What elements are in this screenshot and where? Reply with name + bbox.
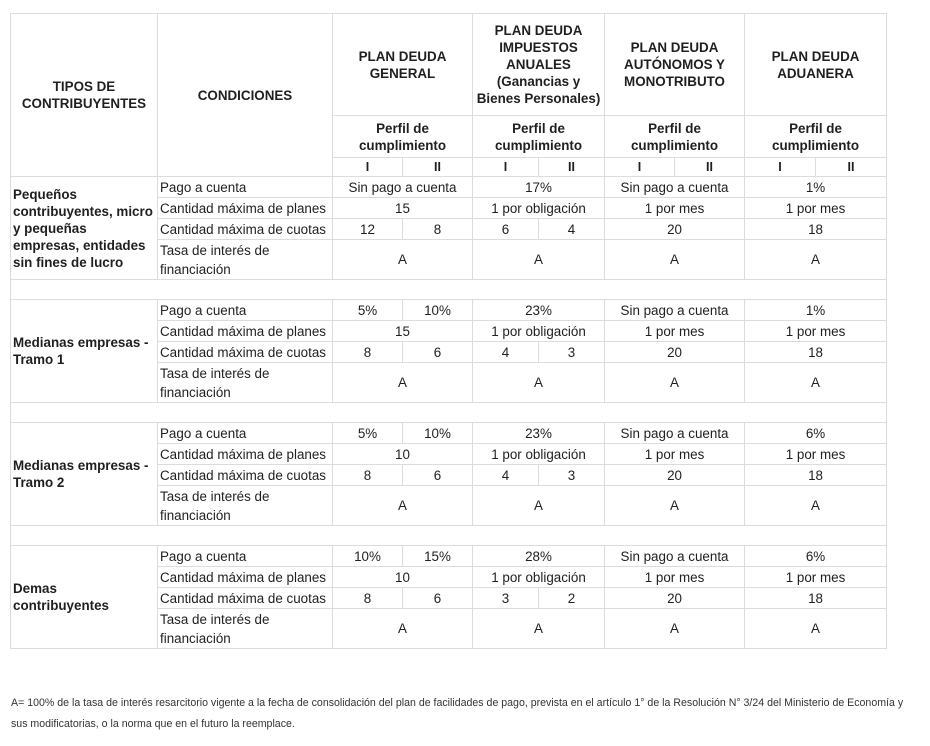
footnote: A= 100% de la tasa de interés resarcitorio vigente a la fecha de consolidación del plan de facilidades de pago, prevista en el artículo 1° de la Resolución N° 3/24 del Ministerio de Economía y sus modificatorias, o la norma que en el futuro la reemplace. — [11, 697, 904, 730]
plan-anuales-value: A — [473, 609, 605, 649]
condition-label: Cantidad máxima de cuotas — [158, 465, 333, 486]
plan-anuales-value: 1 por obligación — [473, 321, 605, 342]
plan-autonomos-value: 1 por mes — [605, 567, 745, 588]
condition-label: Pago a cuenta — [158, 300, 333, 321]
plan-general-value: A — [333, 609, 473, 649]
plan-aduanera-value: A — [745, 240, 887, 280]
plan-general-value: 15 — [333, 198, 473, 219]
plan-general-value: 6 — [403, 342, 473, 363]
condition-label: Tasa de interés de financiación — [158, 486, 333, 526]
plan-aduanera-value: 18 — [745, 588, 887, 609]
plan-general-value: 8 — [333, 588, 403, 609]
plan-anuales-value: 1 por obligación — [473, 567, 605, 588]
payment-plans-table — [10, 13, 887, 649]
plan-autonomos-value: Sin pago a cuenta — [605, 546, 745, 567]
header-perfil-autonomos: Perfil de cumplimiento — [605, 116, 745, 158]
condition-label: Cantidad máxima de planes — [158, 567, 333, 588]
header-plan-general: PLAN DEUDA GENERAL — [333, 14, 473, 116]
plan-autonomos-value: Sin pago a cuenta — [605, 177, 745, 198]
plan-general-value: 6 — [403, 465, 473, 486]
header-plan-autonomos: PLAN DEUDA AUTÓNOMOS Y MONOTRIBUTO — [605, 14, 745, 116]
level-label: I — [745, 158, 816, 177]
plan-general-value: 5% — [333, 300, 403, 321]
plan-autonomos-value: 20 — [605, 219, 745, 240]
plan-anuales-value: 23% — [473, 423, 605, 444]
plan-autonomos-value: A — [605, 609, 745, 649]
level-label: II — [403, 158, 473, 177]
plan-aduanera-value: 1 por mes — [745, 198, 887, 219]
plan-general-value: A — [333, 486, 473, 526]
table-row — [11, 177, 887, 198]
taxpayer-type: Pequeños contribuyentes, micro y pequeñas empresas, entidades sin fines de lucro — [11, 177, 158, 280]
plan-autonomos-value: Sin pago a cuenta — [605, 300, 745, 321]
level-label: II — [539, 158, 605, 177]
plan-anuales-value: 28% — [473, 546, 605, 567]
taxpayer-type: Medianas empresas - Tramo 2 — [11, 423, 158, 526]
header-tipos: TIPOS DE CONTRIBUYENTES — [11, 14, 158, 177]
plan-general-value: A — [333, 240, 473, 280]
condition-label: Cantidad máxima de cuotas — [158, 219, 333, 240]
condition-label: Tasa de interés de financiación — [158, 609, 333, 649]
plan-anuales-value: A — [473, 363, 605, 403]
plan-general-value: A — [333, 363, 473, 403]
plan-autonomos-value: A — [605, 240, 745, 280]
plan-anuales-value: A — [473, 486, 605, 526]
plan-anuales-value: 4 — [473, 465, 539, 486]
plan-aduanera-value: 6% — [745, 546, 887, 567]
plan-anuales-value: A — [473, 240, 605, 280]
table-header — [11, 14, 887, 177]
plan-aduanera-value: A — [745, 609, 887, 649]
plan-autonomos-value: 20 — [605, 342, 745, 363]
plan-autonomos-value: 1 por mes — [605, 198, 745, 219]
plan-general-value: Sin pago a cuenta — [333, 177, 473, 198]
condition-label: Cantidad máxima de planes — [158, 198, 333, 219]
plan-aduanera-value: 1 por mes — [745, 444, 887, 465]
plan-anuales-value: 6 — [473, 219, 539, 240]
plan-autonomos-value: 20 — [605, 588, 745, 609]
plan-anuales-value: 17% — [473, 177, 605, 198]
plan-aduanera-value: 1 por mes — [745, 321, 887, 342]
plan-general-value: 15% — [403, 546, 473, 567]
plan-anuales-value: 3 — [473, 588, 539, 609]
plan-anuales-value: 23% — [473, 300, 605, 321]
header-plan-anuales: PLAN DEUDA IMPUESTOS ANUALES (Ganancias y Bienes Personales) — [473, 14, 605, 116]
plan-anuales-value: 4 — [539, 219, 605, 240]
table-row — [11, 423, 887, 444]
plan-anuales-value: 2 — [539, 588, 605, 609]
table-row — [11, 546, 887, 567]
plan-general-value: 10% — [403, 423, 473, 444]
condition-label: Cantidad máxima de planes — [158, 321, 333, 342]
level-label: I — [333, 158, 403, 177]
plan-general-value: 10 — [333, 567, 473, 588]
plan-general-value: 8 — [403, 219, 473, 240]
table-row — [11, 300, 887, 321]
plan-general-value: 15 — [333, 321, 473, 342]
taxpayer-type: Medianas empresas - Tramo 1 — [11, 300, 158, 403]
plan-general-value: 10 — [333, 444, 473, 465]
group-spacer — [11, 403, 887, 423]
header-perfil-aduanera: Perfil de cumplimiento — [745, 116, 887, 158]
condition-label: Tasa de interés de financiación — [158, 363, 333, 403]
plan-general-value: 10% — [333, 546, 403, 567]
plan-aduanera-value: 6% — [745, 423, 887, 444]
plan-aduanera-value: A — [745, 363, 887, 403]
condition-label: Cantidad máxima de cuotas — [158, 588, 333, 609]
plan-autonomos-value: 20 — [605, 465, 745, 486]
plan-aduanera-value: A — [745, 486, 887, 526]
taxpayer-type: Demas contribuyentes — [11, 546, 158, 649]
plan-anuales-value: 1 por obligación — [473, 444, 605, 465]
level-label: I — [605, 158, 675, 177]
plan-autonomos-value: 1 por mes — [605, 321, 745, 342]
plan-aduanera-value: 1 por mes — [745, 567, 887, 588]
condition-label: Cantidad máxima de cuotas — [158, 342, 333, 363]
plan-aduanera-value: 18 — [745, 465, 887, 486]
plan-general-value: 8 — [333, 342, 403, 363]
level-label: I — [473, 158, 539, 177]
plan-general-value: 10% — [403, 300, 473, 321]
plan-anuales-value: 3 — [539, 465, 605, 486]
plan-autonomos-value: 1 por mes — [605, 444, 745, 465]
header-plan-aduanera: PLAN DEUDA ADUANERA — [745, 14, 887, 116]
condition-label: Pago a cuenta — [158, 423, 333, 444]
condition-label: Tasa de interés de financiación — [158, 240, 333, 280]
plan-general-value: 8 — [333, 465, 403, 486]
header-condiciones: CONDICIONES — [158, 14, 333, 177]
group-spacer — [11, 526, 887, 546]
condition-label: Cantidad máxima de planes — [158, 444, 333, 465]
plan-aduanera-value: 18 — [745, 219, 887, 240]
plan-general-value: 6 — [403, 588, 473, 609]
table-body — [11, 177, 887, 649]
condition-label: Pago a cuenta — [158, 177, 333, 198]
plan-anuales-value: 3 — [539, 342, 605, 363]
plan-autonomos-value: A — [605, 363, 745, 403]
condition-label: Pago a cuenta — [158, 546, 333, 567]
header-perfil-anuales: Perfil de cumplimiento — [473, 116, 605, 158]
plan-general-value: 5% — [333, 423, 403, 444]
plan-aduanera-value: 18 — [745, 342, 887, 363]
level-label: II — [816, 158, 887, 177]
plan-anuales-value: 1 por obligación — [473, 198, 605, 219]
plan-autonomos-value: A — [605, 486, 745, 526]
plan-aduanera-value: 1% — [745, 300, 887, 321]
header-perfil-general: Perfil de cumplimiento — [333, 116, 473, 158]
level-label: II — [675, 158, 745, 177]
plan-anuales-value: 4 — [473, 342, 539, 363]
plan-aduanera-value: 1% — [745, 177, 887, 198]
plan-general-value: 12 — [333, 219, 403, 240]
group-spacer — [11, 280, 887, 300]
plan-autonomos-value: Sin pago a cuenta — [605, 423, 745, 444]
